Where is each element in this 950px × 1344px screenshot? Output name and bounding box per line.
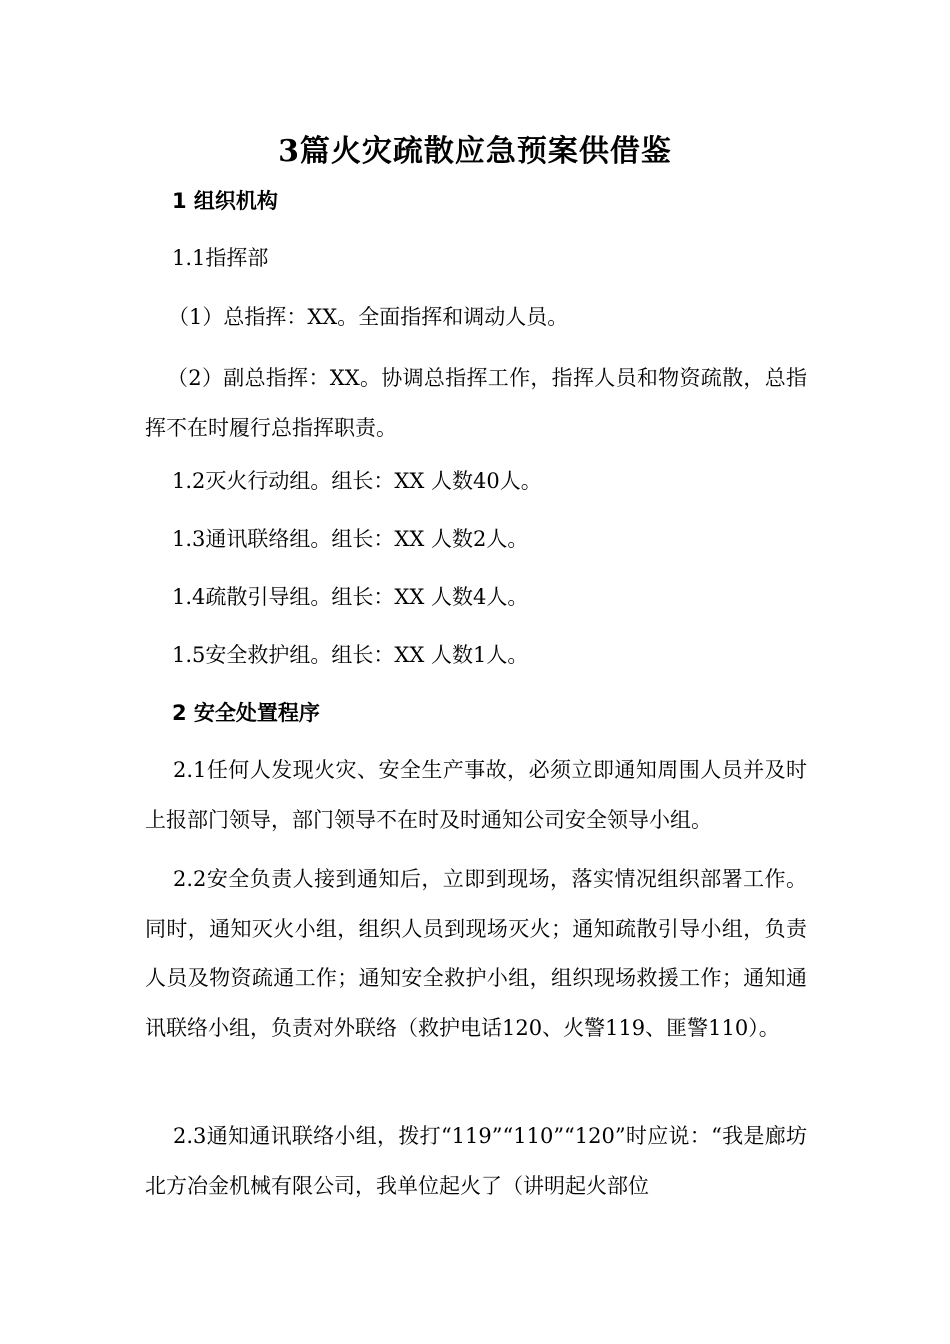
section-2-heading: 2 安全处置程序 [172,701,320,725]
paragraph-2-1: 2.1任何人发现火灾、安全生产事故，必须立即通知周围人员并及时上报部门领导，部门领导不在时及时通知公司安全领导小组。 [145,758,807,832]
subsection-1-3: 1.3通讯联络组。组长：XX 人数2人。 [172,527,529,551]
paragraph-2-3: 2.3通知通讯联络小组，拨打“119”“110”“120”时应说：“我是廊坊北方冶金机械有限公司，我单位起火了（讲明起火部位 [145,1124,807,1198]
command-item-2: （2）副总指挥：XX。协调总指挥工作，指挥人员和物资疏散，总指挥不在时履行总指挥职责。 [145,366,807,440]
subsection-1-1: 1.1指挥部 [172,246,269,270]
paragraph-2-2: 2.2安全负责人接到通知后，立即到现场，落实情况组织部署工作。同时，通知灭火小组，组织人员到现场灭火；通知疏散引导小组，负责人员及物资疏通工作；通知安全救护小组，组织现场救援工作；通知通讯联络小组，负责对外联络（救护电话120、火警119、匪警110）。 [145,867,807,1040]
subsection-1-5: 1.5安全救护组。组长：XX 人数1人。 [172,643,529,667]
document-title: 3篇火灾疏散应急预案供借鉴 [278,134,672,169]
section-1-heading: 1 组织机构 [172,189,278,213]
command-item-1: （1）总指挥：XX。全面指挥和调动人员。 [168,305,569,329]
subsection-1-2: 1.2灭火行动组。组长：XX 人数40人。 [172,469,542,493]
subsection-1-4: 1.4疏散引导组。组长：XX 人数4人。 [172,585,529,609]
